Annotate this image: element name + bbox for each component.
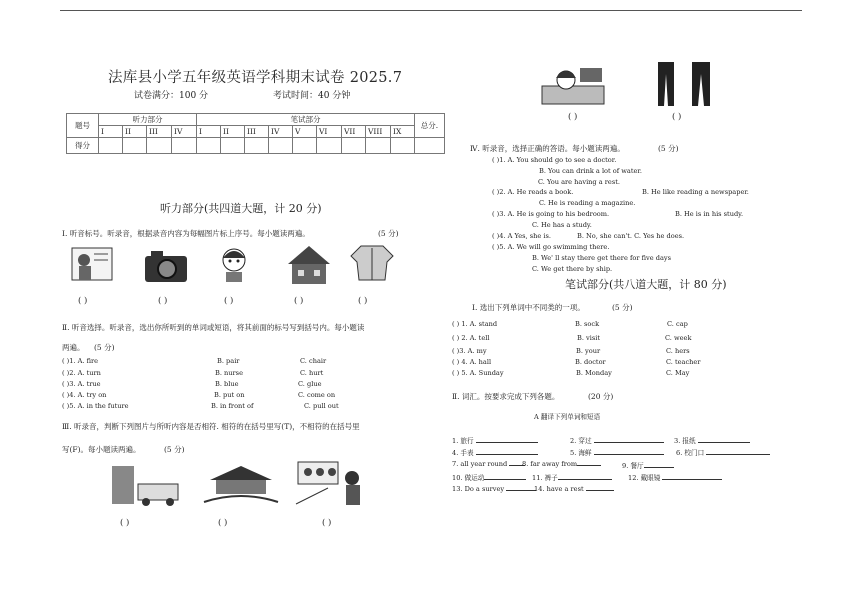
choice-row: ( )5. A. in the future [62,402,129,410]
part4-item1-a: ( )1. A. You should go to see a doctor. [492,156,617,164]
total-label: 总分. [415,114,445,138]
w1-points: (5 分) [612,303,633,312]
part4-item2-a: ( )2. A. He reads a book. [492,188,574,196]
part4-item3-a: ( )3. A. He is going to his bedroom. [492,210,610,218]
score-cell[interactable] [172,138,197,154]
answer-paren[interactable]: ( ) [322,518,332,528]
answer-blank[interactable] [644,462,674,468]
answer-blank[interactable] [577,460,601,466]
col-header: VIII [366,126,391,138]
part3-instruction-cont: 写(F)。每小题读两遍。 [62,445,141,454]
choice-c: C. pull out [304,402,339,410]
w1-c: C. week [665,334,692,342]
w1-c: C. teacher [666,358,701,366]
col-header: II [221,126,245,138]
answer-blank[interactable] [706,449,770,455]
part2-instruction-cont: 两遍。 [62,343,85,352]
w1-row: ( ) 1. A. stand [452,320,498,328]
girl-in-bed-picture [540,62,606,106]
vocab-item: 10. 做运动 [452,472,526,482]
part4-item5-b: B. We' ll stay there get there for five days [532,254,671,262]
col-header: IV [269,126,293,138]
choice-c: C. glue [298,380,322,388]
answer-paren[interactable]: ( ) [224,296,234,306]
score-cell[interactable] [366,138,391,154]
col-header: III [245,126,269,138]
listening-heading: 听力部分(共四道大题，计 20 分) [160,202,322,215]
w1-c: C. May [666,369,690,377]
w1-row: ( ) 4. A. hall [452,358,492,366]
w1-row: ( ) 2. A. tell [452,334,490,342]
answer-paren[interactable]: ( ) [218,518,228,528]
w2-instruction: Ⅱ. 词汇。按要求完成下列各题。 [452,392,560,401]
exam-title: 法库县小学五年级英语学科期末试卷 2025.7 [108,70,403,86]
vocab-item: 11. 裤子 [532,472,612,482]
part2-points: (5 分) [94,343,115,352]
answer-blank[interactable] [476,437,538,443]
col-header: I [99,126,123,138]
w1-row: ( ) 5. A. Sunday [452,369,504,377]
w1-row: ( )3. A. my [452,347,487,355]
answer-blank[interactable] [698,437,750,443]
listening-header: 听力部分 [99,114,197,126]
w1-instruction: Ⅰ. 选出下列单词中不同类的一项。 [472,303,585,312]
vocab-item: 9. 餐厅 [622,460,674,470]
choice-b: B. pair [217,357,240,365]
part3-points: (5 分) [164,445,185,454]
camera-picture [143,248,189,284]
full-score: 试卷满分：100 分 [134,91,209,101]
answer-blank[interactable] [558,474,612,480]
choice-row: ( )4. A. try on [62,391,107,399]
part4-item4-a: ( )4. A Yes, she is. [492,232,551,240]
score-cell[interactable] [391,138,415,154]
col-header: VII [342,126,366,138]
vocab-item: 13. Do a survey [452,485,536,493]
choice-c: C. chair [300,357,327,365]
score-cell[interactable] [197,138,221,154]
question-number-label: 题号 [67,114,99,138]
written-header: 笔试部分 [197,114,415,126]
vocab-item: 1. 旅行 [452,435,538,445]
col-header: VI [317,126,342,138]
score-cell[interactable] [99,138,123,154]
palace-picture [202,462,280,506]
vocab-item: 14. have a rest [534,485,614,493]
choice-c: C. hurt [300,369,324,377]
top-rule [60,10,802,11]
w1-c: C. hers [666,347,690,355]
choice-b: B. put on [214,391,245,399]
vocab-item: 2. 穿过 [570,435,664,445]
answer-blank[interactable] [594,437,664,443]
classroom-picture [288,458,384,508]
girl-picture [214,244,254,284]
vocab-item: 5. 海鲜 [570,447,664,457]
teacher-board-picture [68,244,116,286]
part4-instruction: Ⅳ. 听录音，选择正确的答语。每小题读两遍。 [470,144,625,153]
w1-b: B. Monday [576,369,612,377]
written-heading: 笔试部分(共八道大题，计 80 分) [565,278,727,291]
w1-b: B. visit [577,334,601,342]
score-cell[interactable] [245,138,269,154]
w2-sub-heading: A 翻译下列单词和短语 [534,413,601,421]
exam-time: 考试时间：40 分钟 [273,91,351,101]
score-label: 得分 [67,138,99,154]
building-picture [284,242,334,286]
w2-points: (20 分) [588,392,614,401]
col-header: IV [172,126,197,138]
w1-b: B. doctor [575,358,606,366]
score-cell[interactable] [293,138,317,154]
answer-paren[interactable]: ( ) [158,296,168,306]
score-cell[interactable] [221,138,245,154]
vocab-item: 4. 手表 [452,447,538,457]
part1-instruction: Ⅰ. 听音标号。听录音，根据录音内容为每幅图片标上序号。每小题读两遍。 [62,229,310,238]
answer-paren[interactable]: ( ) [568,112,578,122]
answer-blank[interactable] [662,474,722,480]
part4-item1-b: B. You can drink a lot of water. [539,167,642,175]
part4-item5-c: C. We get there by ship. [532,265,613,273]
choice-b: B. nurse [215,369,243,377]
vocab-item: 7. all year round [452,460,525,468]
vocab-item: 3. 报纸 [674,435,750,445]
answer-blank[interactable] [476,449,538,455]
answer-paren[interactable]: ( ) [294,296,304,306]
answer-paren[interactable]: ( ) [78,296,88,306]
choice-b: B. blue [215,380,239,388]
answer-blank[interactable] [586,485,614,491]
w1-b: B. your [576,347,601,355]
col-header: I [197,126,221,138]
part1-points: (5 分) [378,229,399,238]
score-cell[interactable] [317,138,342,154]
score-cell[interactable] [415,138,445,154]
col-header: II [123,126,147,138]
part4-points: (5 分) [658,144,679,153]
answer-blank[interactable] [506,485,536,491]
part4-item1-c: C. You are having a rest. [538,178,620,186]
part3-instruction: Ⅲ. 听录音，判断下列图片与所听内容是否相符. 相符的在括号里写(T)，不相符的在括号里 [62,422,360,431]
choice-c: C. come on [298,391,336,399]
sweater-picture [349,242,395,284]
vocab-item: 12. 戴眼镜 [628,472,722,482]
answer-paren[interactable]: ( ) [120,518,130,528]
part4-item2-b: B. He like reading a newspaper. [642,188,749,196]
choice-b: B. in front of [211,402,254,410]
vocab-item: 8. far away from [522,460,601,468]
answer-paren[interactable]: ( ) [358,296,368,306]
choice-row: ( )2. A. turn [62,369,101,377]
answer-blank[interactable] [594,449,664,455]
vocab-item: 6. 校门口 [676,447,770,457]
col-header: V [293,126,317,138]
w1-c: C. cap [667,320,688,328]
part4-item2-c: C. He is reading a magazine. [539,199,636,207]
part4-item3-c: C. He has a study. [532,221,592,229]
answer-blank[interactable] [484,474,526,480]
score-cell[interactable] [123,138,147,154]
part4-item4-bc: B. No, she can't. C. Yes he does. [577,232,685,240]
part4-item5-a: ( )5. A. We will go swimming there. [492,243,610,251]
w1-b: B. sock [575,320,600,328]
part4-item3-b: B. He is in his study. [675,210,744,218]
street-scene-picture [108,460,182,506]
part2-instruction: Ⅱ. 听音选择。听录音，选出你所听到的单词或短语，将其前面的标号写到括号内。每小题读 [62,323,365,332]
choice-row: ( )1. A. fire [62,357,99,365]
score-cell[interactable] [342,138,366,154]
score-cell[interactable] [147,138,172,154]
score-cell[interactable] [269,138,293,154]
choice-row: ( )3. A. true [62,380,101,388]
col-header: III [147,126,172,138]
pants-picture [654,60,714,108]
answer-paren[interactable]: ( ) [672,112,682,122]
score-table [66,113,445,154]
col-header: IX [391,126,415,138]
